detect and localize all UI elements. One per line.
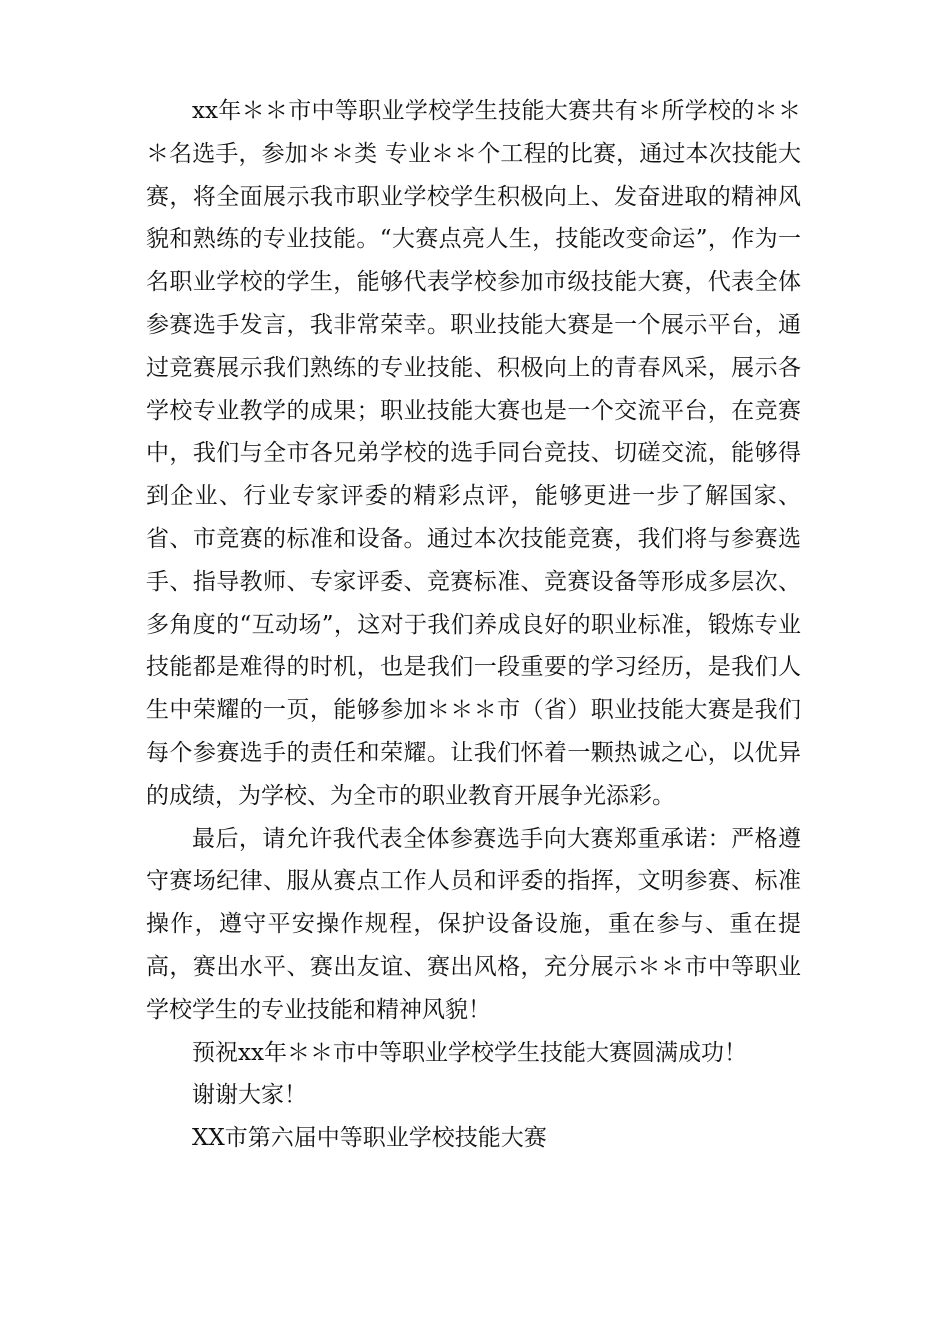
thanks-line: 谢谢大家！ xyxy=(192,1082,307,1109)
organizer-line: XX市第六届中等职业学校技能大赛 xyxy=(192,1125,547,1152)
document-body xyxy=(146,90,801,1160)
body-paragraph-2: 最后，请允许我代表全体参赛选手向大赛郑重承诺：严格遵守赛场纪律、服从赛点工作人员和评委的指挥，文明参赛、标准操作，遵守平安操作规程，保护设备设施，重在参与、重在提高，赛出水平、赛出友谊、赛出风格，充分展示＊＊市中等职业学校学生的专业技能和精神风貌！ xyxy=(146,825,801,1023)
wish-line: 预祝xx年＊＊市中等职业学校学生技能大赛圆满成功！ xyxy=(192,1039,747,1066)
body-paragraph-1: xx年＊＊市中等职业学校学生技能大赛共有＊所学校的＊＊＊名选手，参加＊＊类 专业＊＊个工程的比赛，通过本次技能大赛，将全面展示我市职业学校学生积极向上、发奋进取的精神风貌和熟练的专业技能。“大赛点亮人生，技能改变命运”，作为一名职业学校的学生，能够代表学校参加市级技能大赛，代表全体参赛选手发言，我非常荣幸。职业技能大赛是一个展示平台，通过竞赛展示我们熟练的专业技能、积极向上的青春风采，展示各学校专业教学的成果；职业技能大赛也是一个交流平台，在竞赛中，我们与全市各兄弟学校的选手同台竞技、切磋交流，能够得到企业、行业专家评委的精彩点评，能够更进一步了解国家、省、市竞赛的标准和设备。通过本次技能竞赛，我们将与参赛选手、指导教师、专家评委、竞赛标准、竞赛设备等形成多层次、多角度的“互动场”，这对于我们养成良好的职业标准，锻炼专业技能都是难得的时机，也是我们一段重要的学习经历，是我们人生中荣耀的一页，能够参加＊＊＊市（省）职业技能大赛是我们每个参赛选手的责任和荣耀。让我们怀着一颗热诚之心，以优异的成绩，为学校、为全市的职业教育开展争光添彩。 xyxy=(146,98,801,809)
